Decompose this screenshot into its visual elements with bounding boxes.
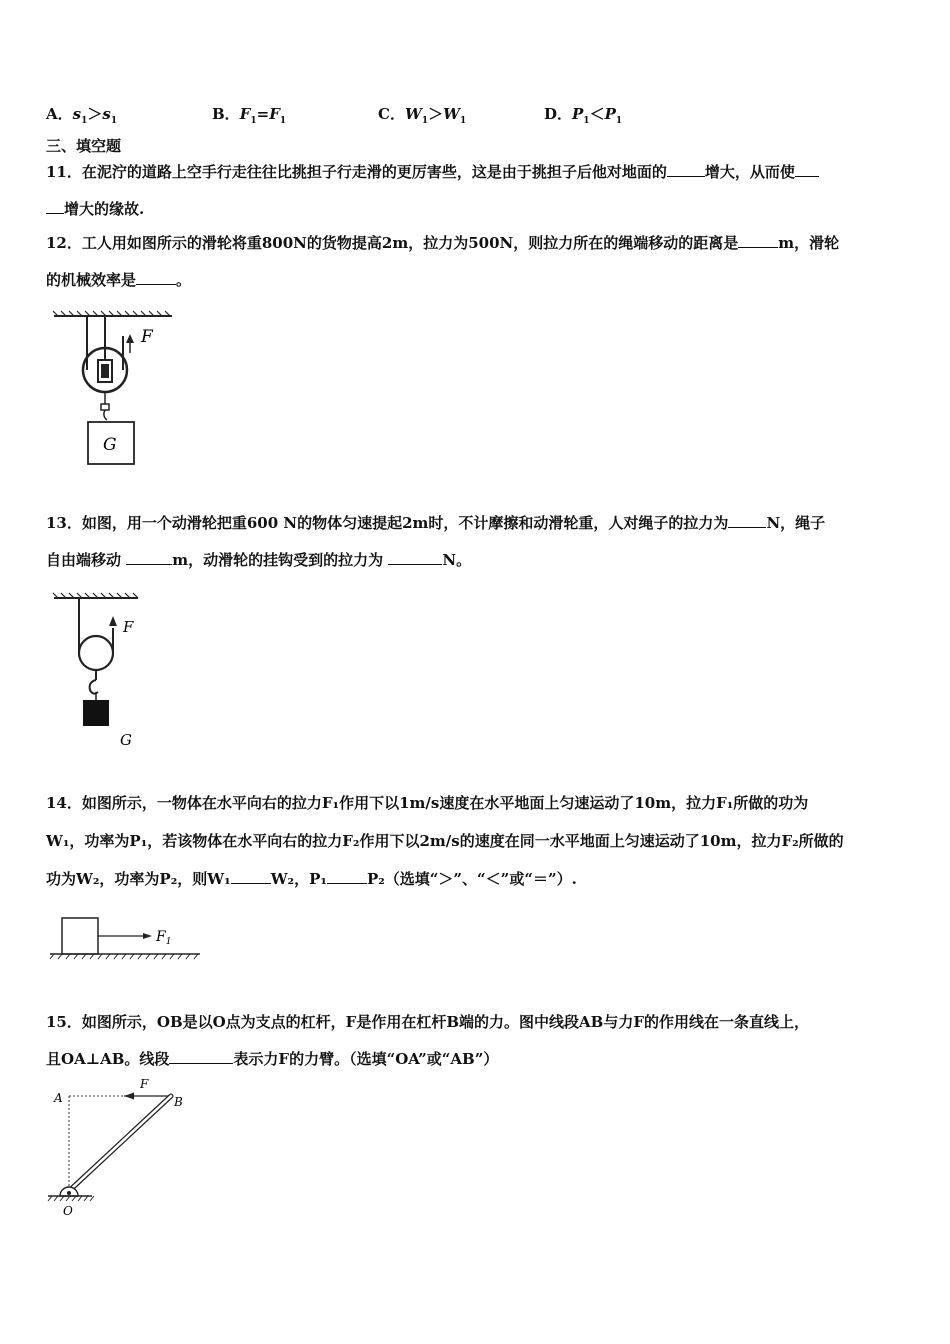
option-a: A．$s_1>s_1$ xyxy=(46,105,118,126)
q13-blank-2[interactable] xyxy=(126,550,172,565)
movable-pulley-wheel xyxy=(79,636,113,670)
option-c: C．$W_1>W_1$ xyxy=(378,105,467,126)
q12-blank-2[interactable] xyxy=(136,270,176,285)
weight-label-G: G xyxy=(103,435,117,455)
q12-line2: 的机械效率是 。 xyxy=(46,271,192,289)
q13-line1: 13．如图，用一个动滑轮把重600 N的物体匀速提起2m时，不计摩擦和动滑轮重，人对绳子的拉力为 N，绳子 xyxy=(46,514,826,532)
force-arrow xyxy=(109,616,117,626)
force-label-F: F xyxy=(141,327,153,347)
q11-line1: 11．在泥泞的道路上空手行走往往比挑担子行走滑的更厉害些，这是由于挑担子后他对地面的 增大，从而使 xyxy=(46,162,819,182)
q14-line1: 14．如图所示，一物体在水平向右的拉力F₁作用下以1m/s速度在水平地面上匀速运动了10m，拉力F₁所做的功为 xyxy=(46,794,809,812)
q13-blank-3[interactable] xyxy=(388,550,442,565)
q11-blank-2a[interactable] xyxy=(795,162,819,177)
q15-line1: 15．如图所示，OB是以O点为支点的杠杆，F是作用在杠杆B端的力。图中线段AB与力F的作用线在一条直线上， xyxy=(46,1013,809,1031)
option-b: B．$F_1=F_1$ xyxy=(212,105,287,126)
q12-blank-1[interactable] xyxy=(738,233,778,248)
section-title: 三、填空题 xyxy=(46,137,122,155)
q14-line3: 功为W₂，功率为P₂，则W₁ W₂，P₁ P₂（选填“＞”、“＜”或“＝”）. xyxy=(46,870,577,888)
q14-blank-2[interactable] xyxy=(327,869,367,884)
option-d: D．$P_1<P_1$ xyxy=(544,105,623,126)
q15-lever-figure xyxy=(46,1076,206,1220)
block xyxy=(62,918,98,954)
force-label-F: F xyxy=(123,618,134,636)
q13-movable-pulley-figure xyxy=(50,588,160,748)
q11-blank-2b[interactable] xyxy=(46,199,64,214)
label-F: F xyxy=(140,1077,149,1091)
q12-line1: 12．工人用如图所示的滑轮将重800N的货物提高2m，拉力为500N，则拉力所在的绳端移动的距离是 m，滑轮 xyxy=(46,234,840,252)
force-label-F1: $F_1$ xyxy=(156,929,172,947)
q12-fixed-pulley-figure xyxy=(50,308,180,473)
q15-blank-1[interactable] xyxy=(169,1049,233,1064)
q14-line2: W₁，功率为P₁，若该物体在水平向右的拉力F₂作用下以2m/s的速度在同一水平地面上匀速运动了10m，拉力F₂所做的 xyxy=(46,832,844,850)
label-B: B xyxy=(174,1095,183,1109)
q11-line2: 增大的缘故. xyxy=(46,199,144,219)
q13-line2: 自由端移动 m，动滑轮的挂钩受到的拉力为 N。 xyxy=(46,551,472,569)
label-A: A xyxy=(54,1091,63,1105)
weight-block-G xyxy=(83,700,109,726)
label-O: O xyxy=(63,1204,73,1218)
q11-blank-1[interactable] xyxy=(667,162,705,177)
q13-blank-1[interactable] xyxy=(728,513,766,528)
q14-block-figure xyxy=(46,908,206,966)
weight-label-G: G xyxy=(120,731,132,748)
q14-blank-1[interactable] xyxy=(231,869,271,884)
q15-line2: 且OA⊥AB。线段 表示力F的力臂。（选填“OA”或“AB”） xyxy=(46,1050,499,1068)
